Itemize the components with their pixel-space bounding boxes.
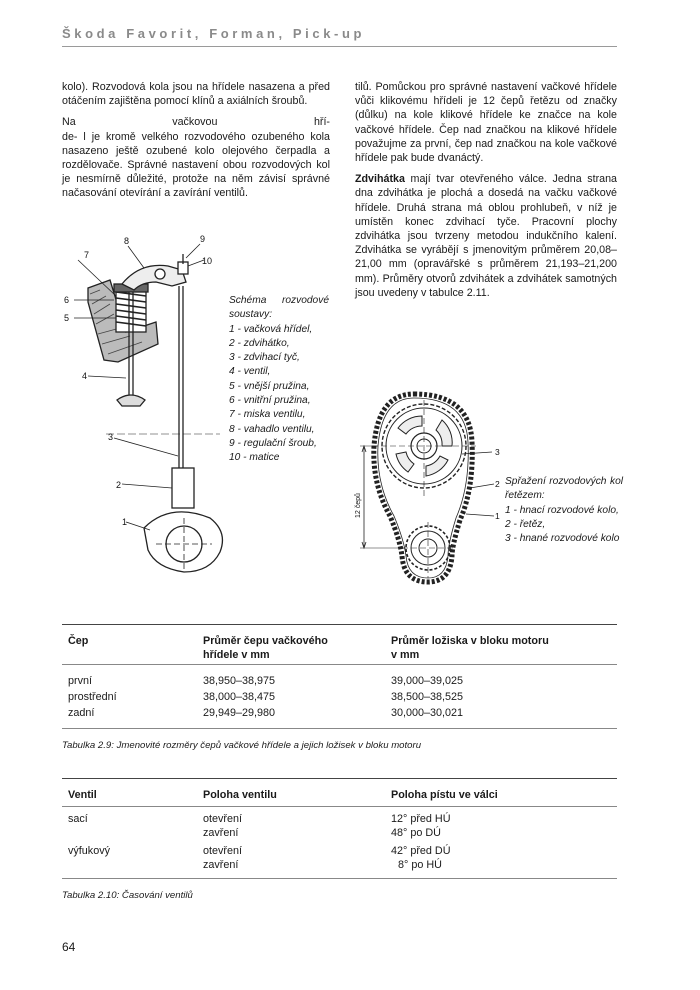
table2-caption: Tabulka 2.10: Časování ventilů — [62, 890, 193, 901]
table1-cell: 29,949–29,980 — [203, 707, 276, 719]
fig2-label-2: 2 — [495, 479, 500, 489]
left-paragraph-1: kolo). Rozvodová kola jsou na hřídele nasazena a před otáčením zajištěna pomocí klínů a axiálních šroubů. — [62, 81, 330, 108]
table2-header-valve-position: Poloha ventilu — [203, 789, 277, 801]
table1-header-rule — [62, 664, 617, 665]
table1-cell: první — [68, 675, 93, 687]
fig1-label-4: 4 — [82, 371, 88, 381]
term-zdvihatka: Zdvihátka — [355, 173, 405, 186]
figure1-caption-item: 10 - matice — [229, 452, 280, 464]
figure2-caption-item: 2 - řetěz, — [505, 518, 546, 530]
table2-cell: otevření — [203, 813, 243, 825]
fig1-label-8: 8 — [124, 236, 130, 246]
fig2-dimension-label: 12 čepů — [355, 493, 362, 518]
table2-cell: 48° po DÚ — [391, 827, 441, 839]
figure1-caption-item: 2 - zdvihátko, — [229, 337, 290, 349]
fig1-label-5: 5 — [64, 313, 70, 323]
figure2-caption-title: Spřažení rozvodových kol řetězem: — [505, 476, 623, 502]
right-paragraph-2 — [355, 172, 617, 300]
figure1-caption — [229, 294, 339, 466]
running-header: Škoda Favorit, Forman, Pick-up — [62, 26, 366, 41]
table1-header-bearing: Průměr ložiska v bloku motoru v mm — [391, 635, 549, 661]
fig2-label-3: 3 — [495, 447, 500, 457]
table1-caption: Tabulka 2.9: Jmenovité rozměry čepů vačkové hřídele a jejich ložisek v bloku motoru — [62, 740, 422, 751]
right-paragraph-1: tilů. Pomůckou pro správné nastavení vačkové hřídele vůči klikovému hřídeli je 12 čepů řetězu od značky (důlku) na kole klikové hřídele ke značce na kole vačkové hřídele. Čep nad značkou na klikové hřídele považujme za první, čep nad značkou na kole vačkové hřídele pak bude dvanáctý. — [355, 81, 617, 165]
figure1-caption-item: 3 - zdvihací tyč, — [229, 352, 300, 364]
fig1-label-7: 7 — [84, 250, 90, 260]
figure1-caption-item: 1 - vačková hřídel, — [229, 323, 313, 335]
figure1-caption-item: 5 - vnější pružina, — [229, 380, 310, 392]
table2-cell: 12° před HÚ — [391, 813, 451, 825]
table2-top-rule — [62, 778, 617, 779]
figure2-caption — [505, 475, 630, 546]
table2-cell: zavření — [203, 827, 239, 839]
table1-top-rule — [62, 624, 617, 625]
table1-cell: prostřední — [68, 691, 117, 703]
figure2-caption-item: 3 - hnané rozvodové kolo — [505, 533, 620, 545]
table2-cell: 8° po HÚ — [398, 859, 442, 871]
table2-header-rule — [62, 806, 617, 807]
table1-bottom-rule — [62, 728, 617, 729]
valve-train-figure — [60, 232, 230, 612]
left-paragraph-2: Na vačkovou hří- de- l je kromě velkého rozvodového ozubeného kola nasazeno ještě ozubené kolo olejového čerpadla a rozdělovače. Správné nastavení obou rozvodových kol je nesmírně důležité, protože na něm závisí správné načasování otevírání a zavírání ventilů. — [62, 116, 330, 200]
table2-cell: 42° před DÚ — [391, 845, 451, 857]
figure1-caption-item: 6 - vnitřní pružina, — [229, 395, 311, 407]
fig1-label-2: 2 — [116, 480, 122, 490]
table2-bottom-rule — [62, 878, 617, 879]
fig1-label-6: 6 — [64, 295, 70, 305]
fig1-label-1: 1 — [122, 517, 128, 527]
table2-header-valve: Ventil — [68, 789, 97, 801]
timing-chain-figure — [352, 388, 502, 588]
table2-cell: sací — [68, 813, 88, 825]
table1-header-cep: Čep — [68, 635, 89, 647]
header-rule — [62, 46, 617, 47]
table1-cell: 38,950–38,975 — [203, 675, 276, 687]
table1-header-journal: Průměr čepu vačkového hřídele v mm — [203, 635, 328, 661]
table2-cell: výfukový — [68, 845, 111, 857]
figure2-caption-item: 1 - hnací rozvodové kolo, — [505, 504, 619, 516]
figure1-caption-title: Schéma rozvodové soustavy: — [229, 295, 329, 321]
table1-cell: 30,000–30,021 — [391, 707, 464, 719]
left-text-column — [62, 80, 330, 208]
table2-header-piston-position: Poloha pístu ve válci — [391, 789, 498, 801]
table1-cell: 39,000–39,025 — [391, 675, 464, 687]
page-number: 64 — [62, 940, 76, 954]
table1-cell: 38,000–38,475 — [203, 691, 276, 703]
fig1-label-3: 3 — [108, 432, 114, 442]
fig1-label-9: 9 — [200, 234, 206, 244]
fig2-label-1: 1 — [495, 511, 500, 521]
figure1-caption-item: 7 - miska ventilu, — [229, 409, 306, 421]
table1-cell: zadní — [68, 707, 95, 719]
table2-cell: otevření — [203, 845, 243, 857]
figure1-caption-item: 9 - regulační šroub, — [229, 437, 317, 449]
right-paragraph-2-body: mají tvar otevřeného válce. Jedna strana dna zdvihátka je plochá a dosedá na vačku vačkové hřídele. Druhá strana má oblou prohlubeň, v níž je umístěn konec zdvihací tyče. Pracovní plochy zdvihátka jsou tvrzeny metodou indukčního kalení. Zdvihátka se vyrábějí s jmenovitým průměrem 20,08–21,00 mm (opravářské s průměrem 21,193–21,200 mm). Průměry otvorů zdvihátek a zdvihátek samotných jsou uvedeny v tabulce 2.11. — [355, 173, 617, 299]
fig1-label-10: 10 — [202, 256, 213, 266]
figure1-caption-item: 4 - ventil, — [229, 366, 271, 378]
table2-cell: zavření — [203, 859, 239, 871]
figure1-caption-item: 8 - vahadlo ventilu, — [229, 423, 315, 435]
table1-cell: 38,500–38,525 — [391, 691, 464, 703]
right-text-column — [355, 80, 617, 307]
